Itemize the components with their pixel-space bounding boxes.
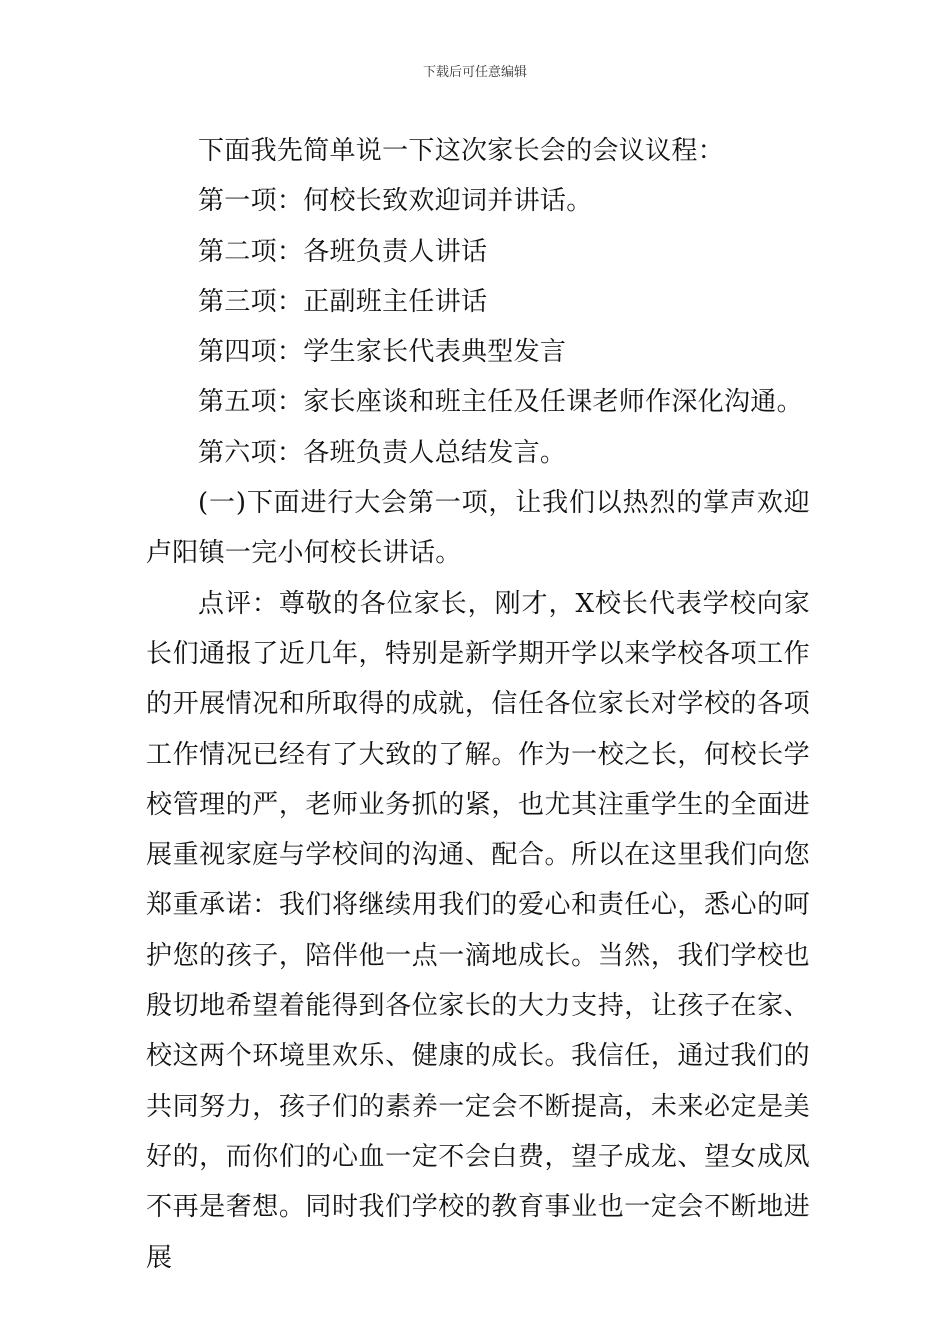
document-body bbox=[146, 126, 810, 1283]
agenda-item-4: 第四项：学生家长代表典型发言 bbox=[198, 337, 567, 368]
agenda-item-6: 第六项：各班负责人总结发言。 bbox=[198, 437, 567, 468]
agenda-item-1: 第一项：何校长致欢迎词并讲话。 bbox=[198, 186, 593, 217]
page-header: 下载后可任意编辑 bbox=[422, 65, 527, 80]
agenda-item-5: 第五项：家长座谈和班主任及任课老师作深化沟通。 bbox=[198, 387, 803, 418]
agenda-item-3: 第三项：正副班主任讲话 bbox=[198, 286, 488, 317]
commentary-paragraph: 点评：尊敬的各位家长，刚才，X校长代表学校向家长们通报了近几年，特别是新学期开学以来学校各项工作的开展情况和所取得的成就，信任各位家长对学校的各项工作情况已经有了大致的了解。作为一校之长，何校长学校管理的严，老师业务抓的紧，也尤其注重学生的全面进展重视家庭与学校间的沟通、配合。所以在这里我们向您郑重承诺：我们将继续用我们的爱心和责任心，悉心的呵护您的孩子，陪伴他一点一滴地成长。当然，我们学校也殷切地希望着能得到各位家长的大力支持，让孩子在家、校这两个环境里欢乐、健康的成长。我信任，通过我们的共同努力，孩子们的素养一定会不断提高，未来必定是美好的，而你们的心血一定不会白费，望子成龙、望女成凤不再是奢想。同时我们学校的教育事业也一定会不断地进展 bbox=[146, 588, 810, 1273]
section-one-paragraph: (一)下面进行大会第一项，让我们以热烈的掌声欢迎卢阳镇一完小何校长讲话。 bbox=[146, 488, 810, 569]
intro-paragraph: 下面我先简单说一下这次家长会的会议议程： bbox=[198, 136, 725, 166]
agenda-item-2: 第二项：各班负责人讲话 bbox=[198, 236, 488, 267]
